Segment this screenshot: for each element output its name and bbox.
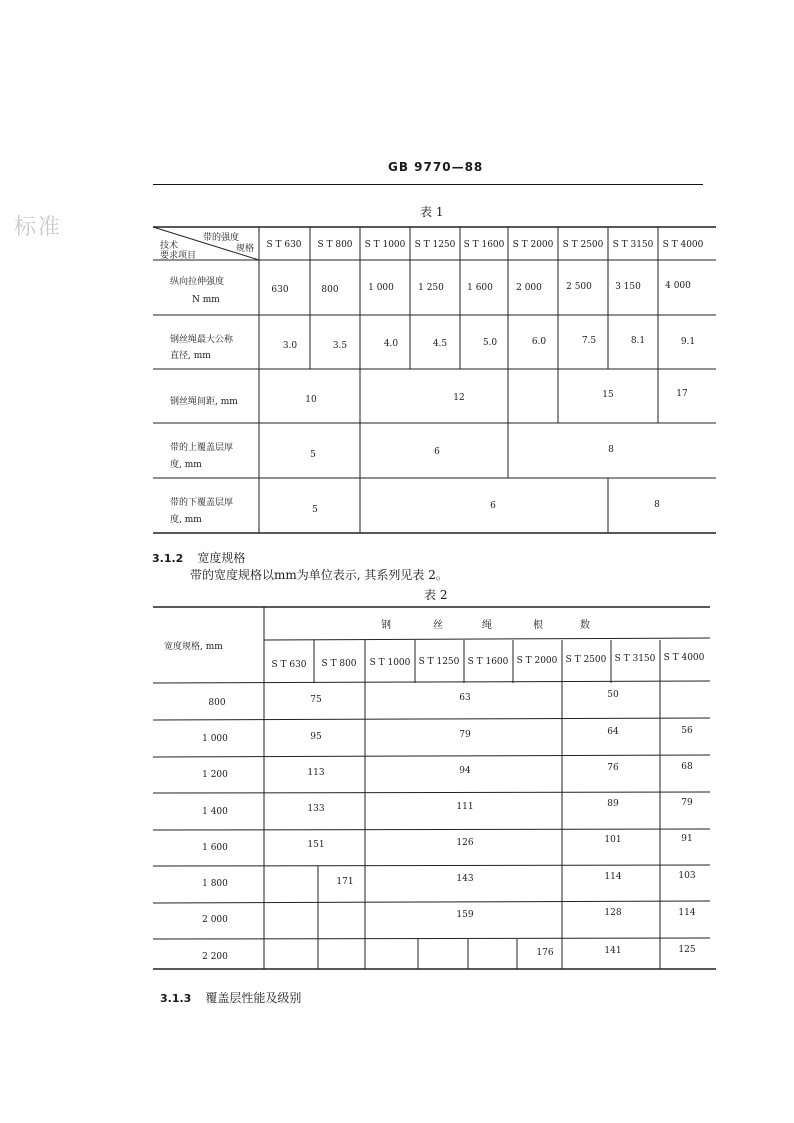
- t2-col-header: S T 630: [271, 660, 307, 670]
- header-rule: [153, 184, 703, 185]
- section-title: 覆盖层性能及级别: [205, 991, 302, 1005]
- t1-row1-value: 630: [271, 285, 289, 295]
- t2-width-cell: 2 000: [202, 915, 228, 925]
- t1-row2-value: 7.5: [581, 336, 597, 346]
- t2-value: 151: [307, 840, 325, 850]
- t2-value: 63: [459, 693, 471, 703]
- section-3-1-2-text: 带的宽度规格以mm为单位表示, 其系列见表 2。: [190, 568, 448, 582]
- section-title: 宽度规格: [197, 551, 246, 565]
- t2-col-header: S T 1000: [369, 658, 411, 668]
- t2-value: 101: [604, 835, 622, 845]
- t2-value: 114: [604, 872, 622, 882]
- t1-row1-value: 1 250: [418, 283, 444, 293]
- t2-width-cell: 1 000: [202, 734, 228, 744]
- t1-row5-label-unit: 度, mm: [170, 515, 202, 525]
- t1-corner-bottom2: 要求项目: [160, 251, 197, 261]
- t1-row3-value: 17: [676, 389, 688, 399]
- t2-value: 128: [604, 908, 622, 918]
- t2-width-cell: 1 400: [202, 807, 228, 817]
- t1-corner-top: 带的强度: [203, 233, 240, 243]
- t1-col-header: S T 630: [266, 240, 302, 250]
- t2-value: 95: [310, 732, 322, 742]
- t2-value: 75: [310, 695, 322, 705]
- t1-corner-top2: 规格: [236, 244, 255, 254]
- t2-width-cell: 1 600: [202, 843, 228, 853]
- t1-row4-label-unit: 度, mm: [170, 460, 202, 470]
- t1-corner-bottom: 技术: [160, 241, 179, 251]
- t2-col-header: S T 2500: [565, 655, 607, 665]
- t2-value: 171: [336, 877, 354, 887]
- t1-row1-value: 3 150: [615, 282, 641, 292]
- section-3-1-3-heading: [160, 989, 301, 1006]
- t2-value: 68: [681, 762, 693, 772]
- section-number: 3.1.2: [152, 552, 184, 565]
- t1-row1-value: 1 000: [368, 283, 394, 293]
- t2-col-header: S T 2000: [516, 656, 558, 666]
- t1-row2-value: 4.0: [383, 339, 399, 349]
- t2-value: 91: [681, 834, 693, 844]
- t2-col-header: S T 800: [321, 659, 357, 669]
- t1-row2-value: 9.1: [680, 337, 696, 347]
- t2-value: 56: [681, 726, 693, 736]
- t1-row3-label: 钢丝绳间距, mm: [170, 397, 238, 407]
- t2-width-cell: 1 800: [202, 879, 228, 889]
- t1-row2-value: 6.0: [531, 337, 547, 347]
- t2-group-header-char: 钢: [381, 620, 391, 631]
- t1-row4-value: 8: [608, 445, 614, 455]
- t1-row2-value: 4.5: [432, 339, 448, 349]
- t1-row2-label: 钢丝绳最大公称: [170, 335, 234, 345]
- t1-row2-value: 3.0: [282, 341, 298, 351]
- t1-row5-value: 5: [312, 505, 318, 515]
- t1-row4-value: 5: [310, 450, 316, 460]
- t1-row3-value: 12: [453, 393, 465, 403]
- t1-row5-label: 带的下覆盖层厚: [170, 498, 234, 508]
- t2-value: 50: [607, 690, 619, 700]
- t2-value: 176: [536, 948, 554, 958]
- t1-row4-label: 带的上覆盖层厚: [170, 443, 234, 453]
- t2-group-header-char: 根: [533, 620, 543, 631]
- t1-row1-value: 1 600: [467, 283, 493, 293]
- table1-caption: 表 1: [420, 205, 444, 219]
- document-code-text: GB 9770—88: [388, 160, 484, 174]
- t1-row3-value: 10: [305, 395, 317, 405]
- t2-value: 64: [607, 727, 619, 737]
- t1-col-header: S T 800: [317, 240, 353, 250]
- t1-col-header: S T 1250: [414, 240, 456, 250]
- t2-value: 114: [678, 908, 696, 918]
- t2-value: 126: [456, 838, 474, 848]
- t2-value: 111: [456, 802, 474, 812]
- t1-row3-value: 15: [602, 390, 614, 400]
- t2-width-header: 宽度规格, mm: [164, 642, 223, 652]
- t1-row1-value: 2 500: [566, 282, 592, 292]
- t1-col-header: S T 2000: [512, 240, 554, 250]
- t2-value: 113: [307, 768, 325, 778]
- t2-value: 133: [307, 804, 325, 814]
- t2-value: 125: [678, 945, 696, 955]
- t1-row2-value: 5.0: [482, 338, 498, 348]
- t2-col-header: S T 1250: [418, 657, 460, 667]
- t2-value: 79: [459, 730, 471, 740]
- t2-width-cell: 1 200: [202, 770, 228, 780]
- t1-row4-value: 6: [434, 447, 440, 457]
- t1-row1-value: 4 000: [665, 281, 691, 291]
- t1-row2-value: 3.5: [332, 341, 348, 351]
- t1-row1-label: 纵向拉伸强度: [170, 277, 225, 287]
- t1-row5-value: 8: [654, 500, 660, 510]
- t1-row5-value: 6: [490, 501, 496, 511]
- t1-col-header: S T 4000: [662, 240, 704, 250]
- t2-value: 94: [459, 766, 471, 776]
- t1-row1-value: 800: [321, 285, 339, 295]
- t2-value: 143: [456, 874, 474, 884]
- section-number: 3.1.3: [160, 992, 192, 1005]
- t1-row1-value: 2 000: [516, 283, 542, 293]
- t1-col-header: S T 3150: [612, 240, 654, 250]
- table2-caption: 表 2: [424, 588, 448, 602]
- t2-width-cell: 800: [208, 698, 226, 708]
- t1-row2-value: 8.1: [630, 336, 646, 346]
- watermark-text: 标准: [14, 215, 63, 240]
- t1-row2-label-unit: 直径, mm: [170, 351, 211, 361]
- t2-group-header-char: 丝: [433, 620, 443, 631]
- t1-row1-label-unit: N mm: [192, 295, 220, 305]
- t2-value: 89: [607, 799, 619, 809]
- t2-width-cell: 2 200: [202, 952, 228, 962]
- t2-value: 103: [678, 871, 696, 881]
- t2-group-header-char: 绳: [482, 620, 492, 631]
- t2-value: 141: [604, 946, 622, 956]
- t2-value: 79: [681, 798, 693, 808]
- t1-col-header: S T 1600: [463, 240, 505, 250]
- section-3-1-2-heading: [152, 549, 245, 566]
- t2-value: 76: [607, 763, 619, 773]
- t2-col-header: S T 1600: [467, 657, 509, 667]
- t2-group-header-char: 数: [580, 620, 590, 631]
- t2-value: 159: [456, 910, 474, 920]
- t1-col-header: S T 2500: [562, 240, 604, 250]
- t2-col-header: S T 3150: [614, 654, 656, 664]
- t2-col-header: S T 4000: [663, 653, 705, 663]
- t1-col-header: S T 1000: [364, 240, 406, 250]
